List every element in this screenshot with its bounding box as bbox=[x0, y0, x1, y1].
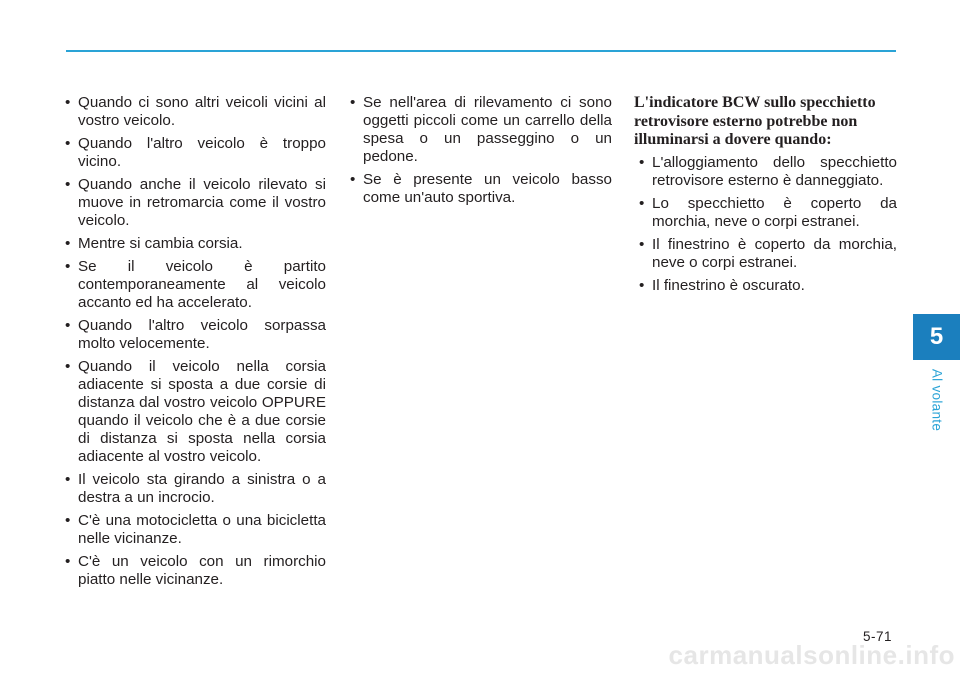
list-item: • Mentre si cambia corsia. bbox=[60, 235, 326, 253]
bullet-list-right bbox=[634, 154, 897, 295]
header-rule bbox=[66, 50, 896, 52]
list-item: • C'è un veicolo con un rimorchio piatto nelle vicinanze. bbox=[60, 553, 326, 589]
watermark: carmanualsonline.info bbox=[668, 640, 955, 670]
column-right bbox=[634, 94, 897, 300]
list-item: • Quando l'altro veicolo sorpassa molto velocemente. bbox=[60, 317, 326, 353]
list-item: • Quando ci sono altri veicoli vicini al vostro veicolo. bbox=[60, 94, 326, 130]
page-number: 5-71 bbox=[862, 629, 892, 644]
list-item: • L'alloggiamento dello specchietto retrovisore esterno è danneggiato. bbox=[634, 154, 897, 190]
list-item: • Il finestrino è oscurato. bbox=[634, 277, 897, 295]
column-middle bbox=[345, 94, 612, 212]
list-item: • Il finestrino è coperto da morchia, neve o corpi estranei. bbox=[634, 236, 897, 272]
chapter-tab: 5 bbox=[913, 314, 960, 360]
list-item: • Quando anche il veicolo rilevato si muove in retromarcia come il vostro veicolo. bbox=[60, 176, 326, 230]
section-heading: L'indicatore BCW sullo specchietto retrovisore esterno potrebbe non illuminarsi a dovere quando: bbox=[634, 94, 876, 148]
bullet-list-middle bbox=[345, 94, 612, 207]
list-item: • Lo specchietto è coperto da morchia, neve o corpi estranei. bbox=[634, 195, 897, 231]
bullet-list-left bbox=[60, 94, 326, 589]
list-item: • C'è una motocicletta o una bicicletta nelle vicinanze. bbox=[60, 512, 326, 548]
list-item: • Se il veicolo è partito contemporaneamente al veicolo accanto ed ha accelerato. bbox=[60, 258, 326, 312]
list-item: • Se nell'area di rilevamento ci sono oggetti piccoli come un carrello della spesa o un passeggino o un pedone. bbox=[345, 94, 612, 166]
list-item: • Quando il veicolo nella corsia adiacente si sposta a due corsie di distanza dal vostro veicolo OPPURE quando il veicolo che è a due corsie di distanza si sposta nella corsia adiacente al vostro veicolo. bbox=[60, 358, 326, 466]
list-item: • Il veicolo sta girando a sinistra o a destra a un incrocio. bbox=[60, 471, 326, 507]
list-item: • Se è presente un veicolo basso come un'auto sportiva. bbox=[345, 171, 612, 207]
chapter-label: Al volante bbox=[929, 368, 945, 432]
list-item: • Quando l'altro veicolo è troppo vicino. bbox=[60, 135, 326, 171]
column-left bbox=[60, 94, 326, 594]
